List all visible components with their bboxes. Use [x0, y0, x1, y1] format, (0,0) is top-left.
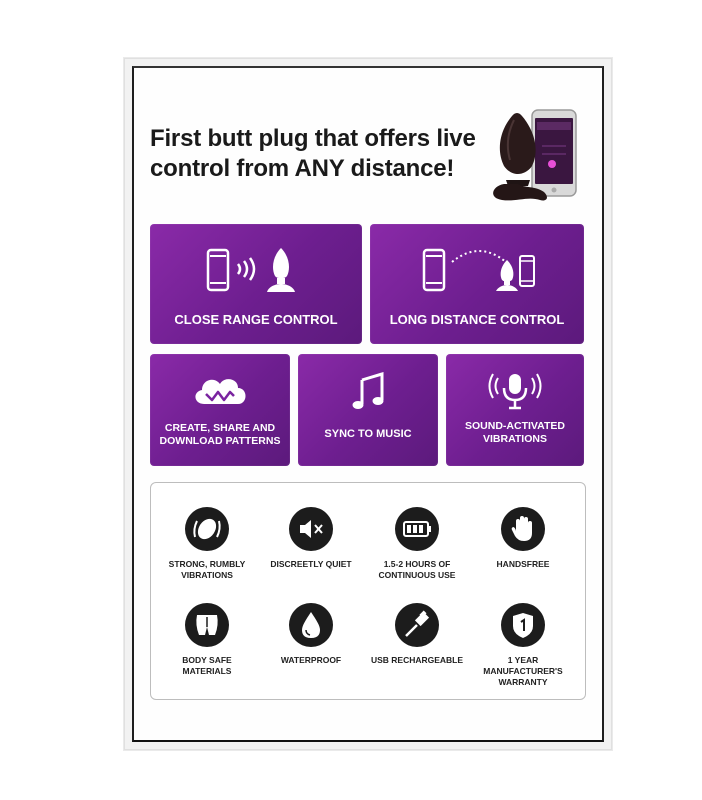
battery-icon [395, 507, 439, 551]
feature-waterproof [261, 603, 361, 666]
tile-patterns [150, 354, 290, 466]
hand-icon [501, 507, 545, 551]
feature-body-safe [157, 603, 257, 677]
feature-usb-rechargeable [367, 603, 467, 666]
headline-line-2: control from ANY distance! [150, 155, 455, 182]
feature-strong-vibrations [157, 507, 257, 581]
body-icon [185, 603, 229, 647]
feature-label [473, 655, 573, 688]
tile-sound-activated [446, 354, 584, 466]
feature-handsfree [473, 507, 573, 570]
headline [150, 124, 510, 184]
feature-label-line-1: HANDSFREE [496, 559, 550, 569]
warranty-badge-icon [501, 603, 545, 647]
vibration-icon [185, 507, 229, 551]
tile-music-label: SYNC TO MUSIC [324, 428, 412, 440]
phone-icon [422, 248, 446, 292]
feature-label-line-1: DISCREETLY QUIET [270, 559, 352, 569]
feature-label-line-1: STRONG, RUMBLY [168, 559, 246, 569]
feature-label-line-2: VIBRATIONS [181, 570, 233, 580]
feature-label [157, 655, 257, 677]
feature-label-line-1: WATERPROOF [280, 655, 342, 665]
tile-patterns-label-line-1: CREATE, SHARE AND [164, 422, 276, 434]
tile-patterns-label-line-2: DOWNLOAD PATTERNS [159, 435, 281, 447]
tile-long-distance-label: LONG DISTANCE CONTROL [389, 312, 565, 327]
tile-long-distance-control [370, 224, 584, 344]
plug-icon [264, 246, 298, 294]
plug-icon [494, 258, 520, 292]
tile-close-range-label: CLOSE RANGE CONTROL [174, 312, 338, 327]
microphone-icon [488, 370, 542, 414]
phone-icon [518, 254, 536, 288]
feature-label [157, 559, 257, 581]
cloud-wave-icon [190, 370, 250, 410]
wireless-waves-icon [234, 256, 260, 282]
tile-sync-to-music [298, 354, 438, 466]
feature-label [261, 655, 361, 666]
feature-label-line-1: 1 YEAR MANUFACTURER'S [483, 655, 563, 676]
feature-discreetly-quiet [261, 507, 361, 570]
feature-label-line-1: USB RECHARGEABLE [370, 655, 464, 665]
feature-continuous-use [367, 507, 467, 581]
music-note-icon [352, 372, 386, 412]
feature-label-line-2: CONTINUOUS USE [378, 570, 456, 580]
feature-label [367, 559, 467, 581]
feature-label-line-1: BODY SAFE MATERIALS [182, 655, 232, 676]
feature-label [367, 655, 467, 666]
feature-label-line-1: 1.5-2 HOURS OF [383, 559, 451, 569]
tile-sound-label-line-2: VIBRATIONS [483, 433, 547, 445]
tile-patterns-label [150, 422, 290, 448]
feature-label [261, 559, 361, 570]
water-drop-icon [289, 603, 333, 647]
tile-sound-label [446, 420, 584, 446]
feature-label-line-2: WARRANTY [498, 677, 548, 687]
features-panel [150, 482, 586, 700]
usb-cable-icon [395, 603, 439, 647]
phone-icon [206, 248, 230, 292]
tile-close-range-control [150, 224, 362, 344]
product-image [484, 106, 584, 206]
mute-speaker-icon [289, 507, 333, 551]
tile-sound-label-line-1: SOUND-ACTIVATED [465, 420, 565, 432]
feature-label [473, 559, 573, 570]
headline-line-1: First butt plug that offers live [150, 125, 476, 152]
feature-warranty [473, 603, 573, 688]
